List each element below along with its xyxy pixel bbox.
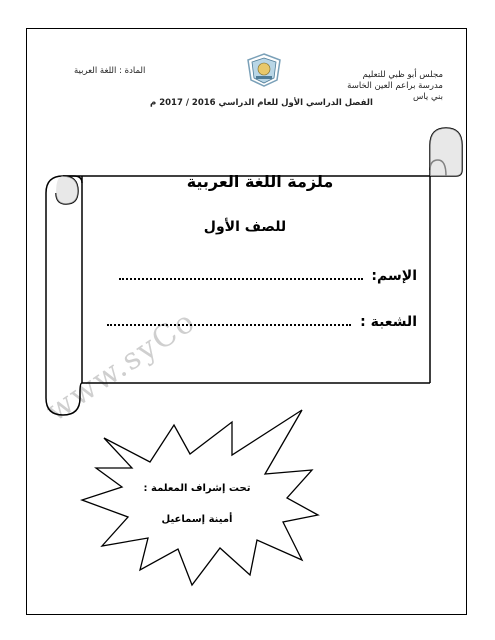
area-name: بني ياس [412, 92, 443, 102]
term-label: الفصل الدراسي الأول للعام الدراسي 2016 / 2017 م [150, 98, 373, 108]
booklet-title: ملزمة اللغة العربية [186, 172, 334, 191]
supervision-label: تحت إشراف المعلمة : [143, 483, 251, 494]
name-label: الإسم: [371, 268, 417, 284]
grade-label: للصف الأول [203, 219, 287, 235]
subject-label: المادة : اللغة العربية [74, 66, 146, 76]
teacher-name: أمينة إسماعيل [161, 514, 233, 525]
school-name: مدرسة براعم العين الخاسة [347, 81, 443, 91]
council-name: مجلس أبو ظبي للتعليم [362, 70, 443, 80]
section-label: الشعبة : [360, 314, 417, 330]
watermark: www.syCo [40, 303, 203, 430]
